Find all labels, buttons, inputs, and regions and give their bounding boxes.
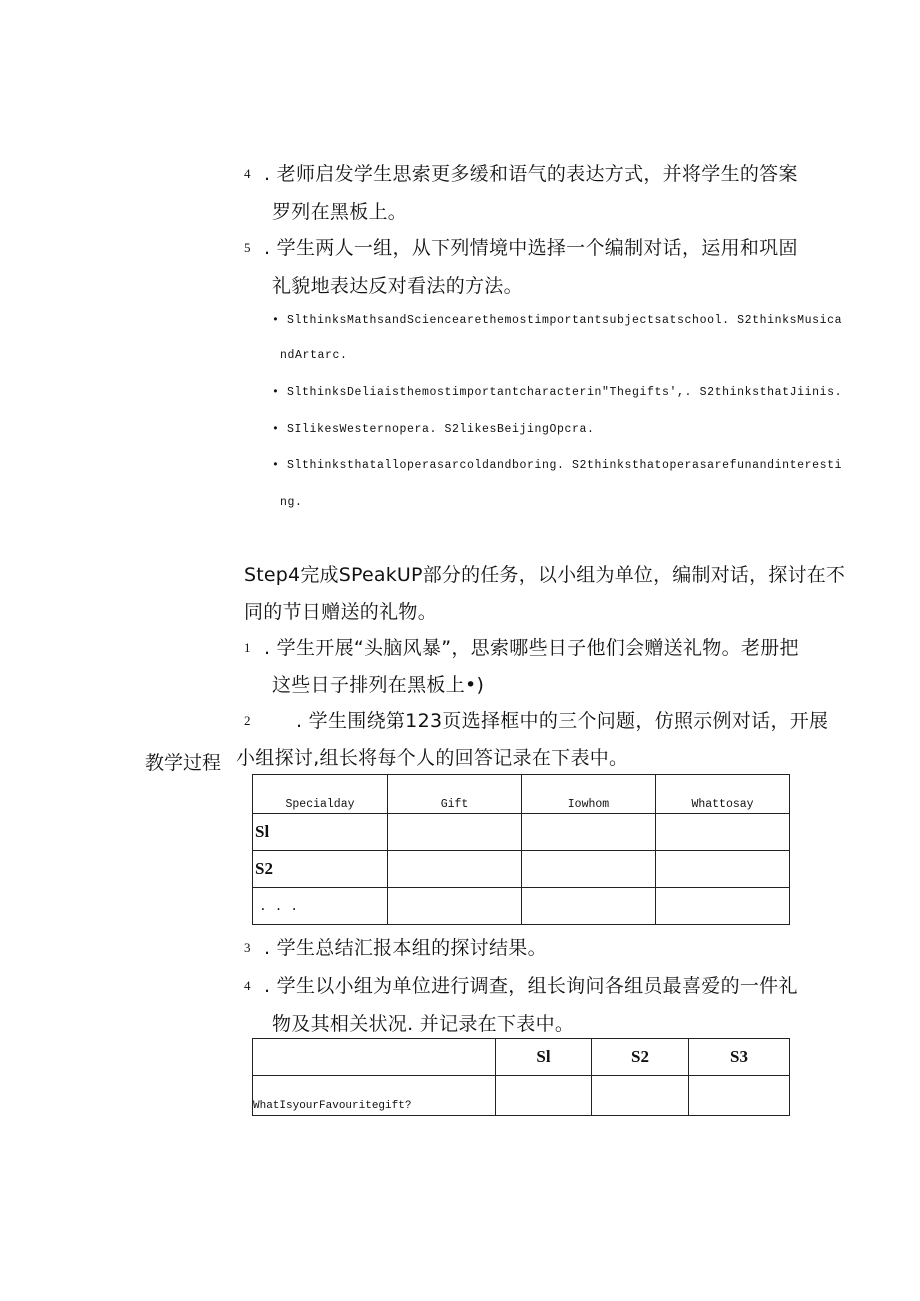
item-number: 4 — [244, 166, 253, 181]
item-number: 1 — [244, 640, 253, 655]
table-cell — [388, 814, 522, 851]
table-cell — [656, 814, 790, 851]
item-text: 礼貌地表达反对看法的方法。 — [272, 275, 523, 297]
table-cell — [496, 1076, 592, 1116]
item-number: 5 — [244, 240, 253, 255]
table-cell — [388, 888, 522, 925]
table-header-row — [253, 775, 790, 814]
step4-heading: 同的节日赠送的礼物。 — [244, 601, 438, 623]
item-text: . 学生两人一组，从下列情境中选择一个编制对话，运用和巩固 — [264, 237, 798, 259]
scenario-bullet: • Slthinksthatalloperasarcoldandboring. S2thinksthatoperasarefunandinteresti — [272, 459, 843, 472]
item-number: 2 — [244, 713, 253, 728]
table-header-cell: S2 — [592, 1039, 689, 1076]
item-text: . 学生以小组为单位进行调查，组长询问各组员最喜爱的一件礼 — [264, 975, 798, 997]
table-cell — [253, 1039, 496, 1076]
scenario-bullet: • SlthinksMathsandSciencearethemostimportantsubjectsatschool. S2thinksMusica — [272, 314, 843, 327]
table-row — [253, 888, 790, 925]
item-text: . 学生总结汇报本组的探讨结果。 — [264, 937, 547, 959]
table-header-cell: Specialday — [253, 775, 388, 814]
item-text: . 学生围绕第123页选择框中的三个问题，仿照示例对话，开展 — [296, 710, 829, 732]
table-header-cell: Sl — [496, 1039, 592, 1076]
table-cell — [689, 1076, 790, 1116]
item-text: 物及其相关状况. 并记录在下表中。 — [272, 1013, 575, 1035]
table-cell — [522, 888, 656, 925]
step4-heading: Step4完成SPeakUP部分的任务，以小组为单位，编制对话，探讨在不 — [244, 564, 846, 586]
table-header-cell: Iowhom — [522, 775, 656, 814]
item-text: 小组探讨,组长将每个人的回答记录在下表中。 — [236, 747, 629, 769]
table-row — [253, 851, 790, 888]
gift-discussion-table — [252, 774, 790, 925]
table-row — [253, 814, 790, 851]
table-header-cell: Whattosay — [656, 775, 790, 814]
row-label: S2 — [253, 851, 388, 888]
question-cell: WhatIsyourFavouritegift? — [253, 1076, 496, 1116]
scenario-bullet: • SlthinksDeliaisthemostimportantcharacterin"Thegifts',. S2thinksthatJiinis. — [272, 386, 843, 399]
favourite-gift-table — [252, 1038, 790, 1116]
table-cell — [388, 851, 522, 888]
item-text: 罗列在黑板上。 — [272, 201, 408, 223]
table-cell — [656, 888, 790, 925]
side-label: 教学过程 — [145, 752, 222, 774]
table-row — [253, 1076, 790, 1116]
table-cell — [592, 1076, 689, 1116]
table-header-cell: S3 — [689, 1039, 790, 1076]
table-cell — [522, 814, 656, 851]
scenario-bullet: ndArtarc. — [280, 349, 348, 362]
item-text: . 老师启发学生思索更多缓和语气的表达方式，并将学生的答案 — [264, 163, 798, 185]
row-label: Sl — [253, 814, 388, 851]
table-cell — [656, 851, 790, 888]
row-label: . . . — [253, 888, 388, 925]
table-header-cell: Gift — [388, 775, 522, 814]
item-text: . 学生开展“头脑风暴”，思索哪些日子他们会赠送礼物。老册把 — [264, 637, 799, 659]
item-number: 4 — [244, 978, 253, 993]
scenario-bullet: • SIlikesWesternopera. S2likesBeijingOpcra. — [272, 423, 595, 436]
scenario-bullet: ng. — [280, 496, 303, 509]
item-number: 3 — [244, 940, 253, 955]
table-header-row — [253, 1039, 790, 1076]
table-cell — [522, 851, 656, 888]
item-text: 这些日子排列在黑板上•) — [272, 674, 485, 696]
